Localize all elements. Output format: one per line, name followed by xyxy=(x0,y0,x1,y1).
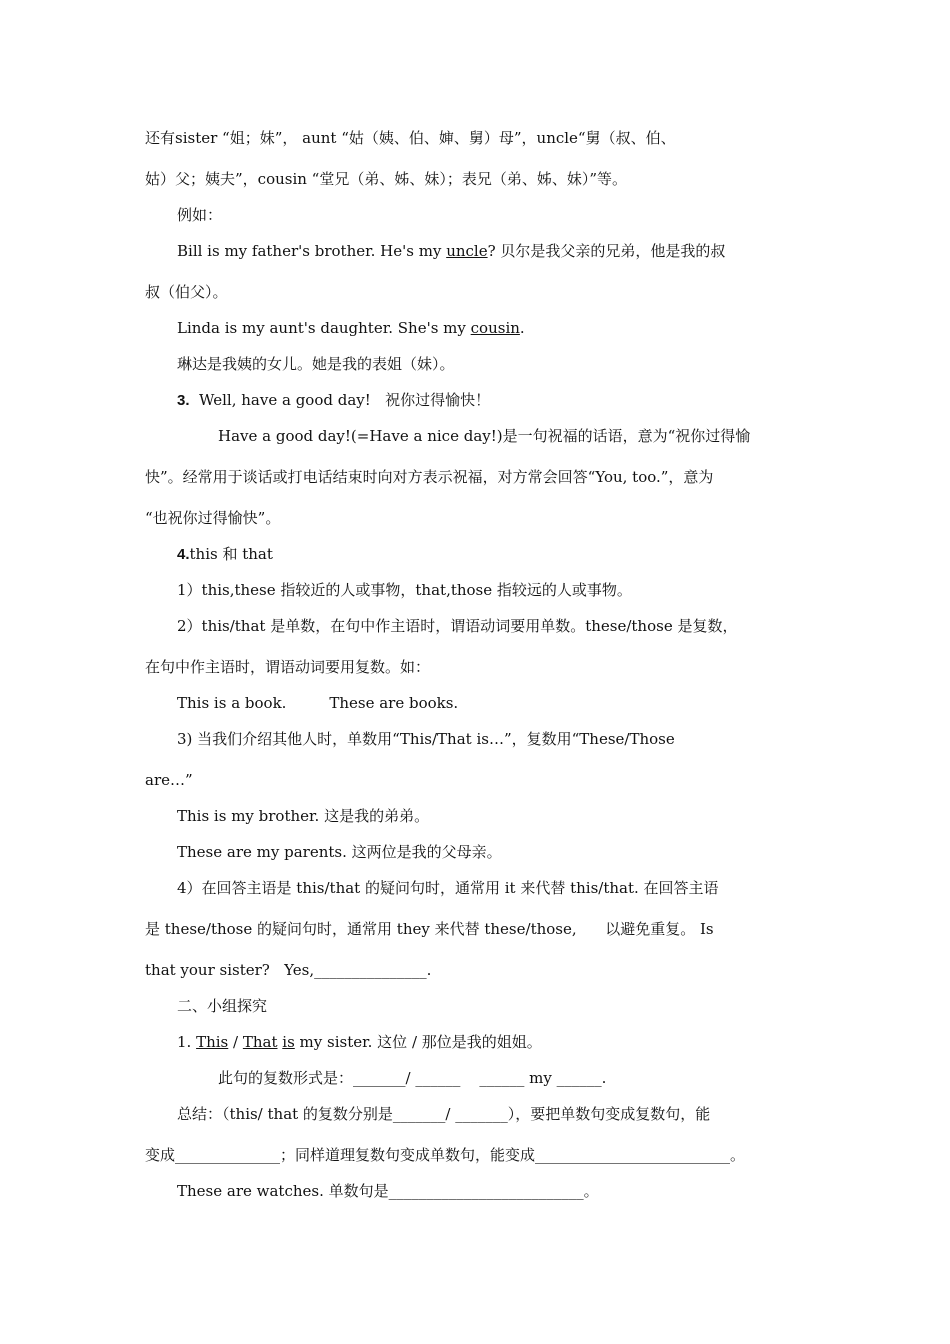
point-4-item-4-line-1: 4）在回答主语是 this/that 的疑问句时，通常用 it 来代替 this/that. 在回答主语 xyxy=(177,879,719,897)
point-4-item-1: 1）this,these 指较近的人或事物，that,those 指较远的人或事物。 xyxy=(177,581,632,599)
example-cousin-translation: 琳达是我姨的女儿。她是我的表姐（妹）。 xyxy=(177,355,455,373)
group-question-1: 1. This / That is my sister. 这位 / 那位是我的姐姐。 xyxy=(177,1033,542,1051)
group-section-heading: 二、小组探究 xyxy=(177,997,268,1015)
watches-exercise-line: These are watches. 单数句是__________________________。 xyxy=(177,1182,599,1200)
underlined-word: This xyxy=(196,1033,229,1051)
point-3-line-3: “也祝你过得愉快”。 xyxy=(145,509,281,527)
point-4-item-4-line-2: 是 these/those 的疑问句时，通常用 they 来代替 these/those, 以避免重复。 Is xyxy=(145,920,714,938)
point-4-item-3-line-1: 3) 当我们介绍其他人时，单数用“This/That is…”，复数用“These/Those xyxy=(177,730,675,748)
point-number: 3. xyxy=(177,392,190,409)
underlined-word: cousin xyxy=(470,319,520,337)
example-cousin-sentence: Linda is my aunt's daughter. She's my cousin. xyxy=(177,319,525,337)
point-4-item-3-line-2: are…” xyxy=(145,771,193,789)
example-uncle-continuation: 叔（伯父）。 xyxy=(145,283,228,301)
point-4-item-3-example-2: These are my parents. 这两位是我的父母亲。 xyxy=(177,843,502,861)
summary-line-2: 变成______________；同样道理复数句变成单数句，能变成__________________________。 xyxy=(145,1146,746,1164)
point-4-item-2-line-1: 2）this/that 是单数，在句中作主语时，谓语动词要用单数。these/those 是复数， xyxy=(177,617,738,635)
underlined-word: uncle xyxy=(446,242,488,260)
point-3-heading: 3. Well, have a good day! 祝你过得愉快！ xyxy=(177,391,491,409)
point-4-item-2-example: This is a book. These are books. xyxy=(177,694,459,712)
point-number: 4. xyxy=(177,546,190,563)
point-4-heading: 4.this 和 that xyxy=(177,545,273,563)
point-4-item-4-line-3: that your sister? Yes,_______________. xyxy=(145,961,432,979)
point-3-line-2: 快”。经常用于谈话或打电话结束时向对方表示祝福，对方常会回答“You, too.”，意为 xyxy=(145,468,714,486)
underlined-word: That xyxy=(242,1033,278,1051)
point-3-line-1: Have a good day!(=Have a nice day!)是一句祝福的话语，意为“祝你过得愉 xyxy=(218,427,751,445)
example-label: 例如： xyxy=(177,206,223,224)
example-uncle-sentence: Bill is my father's brother. He's my uncle? 贝尔是我父亲的兄弟，他是我的叔 xyxy=(177,242,726,260)
point-4-item-2-line-2: 在句中作主语时，谓语动词要用复数。如： xyxy=(145,658,431,676)
family-terms-line-2: 姑）父；姨夫”，cousin “堂兄（弟、姊、妹）；表兄（弟、姊、妹）”等。 xyxy=(145,170,628,188)
summary-line-1: 总结：（this/ that 的复数分别是_______/ _______），要把单数句变成复数句，能 xyxy=(177,1105,711,1123)
family-terms-line-1: 还有sister “姐；妹”， aunt “姑（姨、伯、婶、舅）母”，uncle“舅（叔、伯、 xyxy=(145,129,676,147)
point-4-item-3-example-1: This is my brother. 这是我的弟弟。 xyxy=(177,807,430,825)
underlined-word: is xyxy=(282,1033,295,1051)
plural-form-line: 此句的复数形式是：_______/ ______ ______ my ______. xyxy=(218,1069,607,1087)
